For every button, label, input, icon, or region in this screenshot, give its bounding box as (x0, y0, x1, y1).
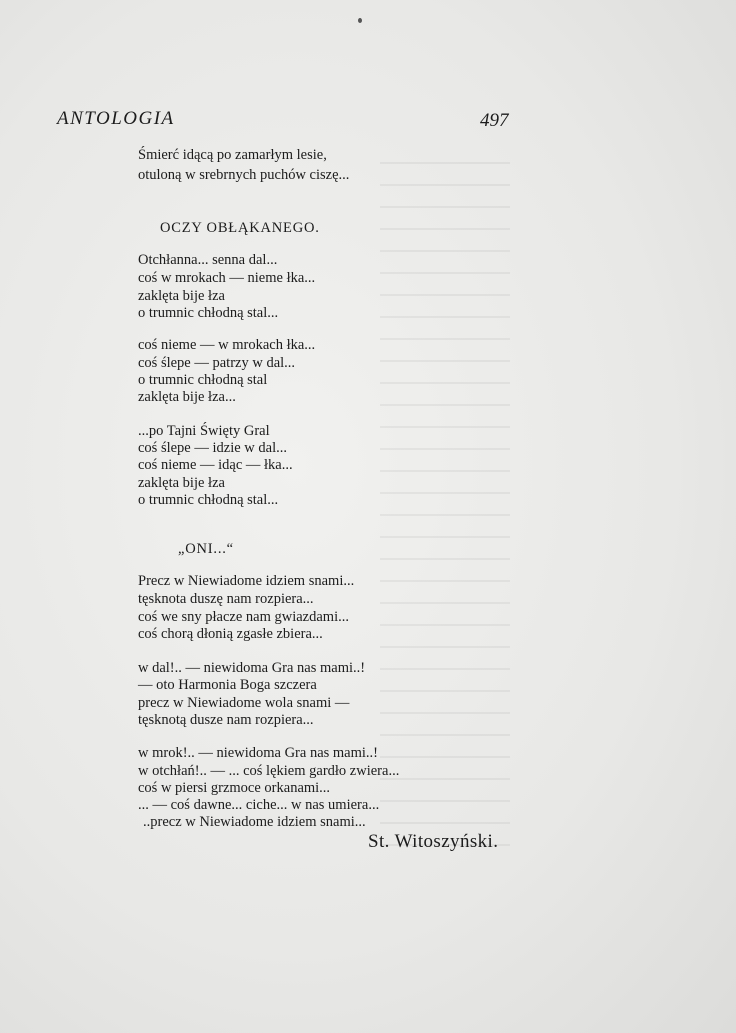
poem-title: „ONI...“ (178, 541, 234, 557)
poem-line: coś nieme — idąc — łka... (138, 457, 293, 473)
poem-line: coś nieme — w mrokach łka... (138, 337, 316, 353)
poem-line: w dal!.. — niewidoma Gra nas mami..! (138, 660, 366, 676)
print-speck (358, 18, 362, 23)
poem-line: — oto Harmonia Boga szczera (138, 677, 317, 693)
poem-line: ..precz w Niewiadome idziem snami... (143, 814, 366, 830)
poem-line: Precz w Niewiadome idziem snami... (138, 573, 355, 589)
poem-title: OCZY OBŁĄKANEGO. (160, 220, 320, 236)
running-head: ANTOLOGIA (57, 108, 175, 129)
poem-line: coś we sny płacze nam gwiazdami... (138, 609, 349, 625)
poem-line: otuloną w srebrnych puchów ciszę... (138, 167, 350, 183)
poem-line: zaklęta bije łza... (138, 389, 236, 405)
show-through-texture (380, 150, 510, 850)
poem-line: ... — coś dawne... ciche... w nas umiera... (138, 797, 380, 813)
poem-line: precz w Niewiadome wola snami — (138, 695, 350, 711)
poem-line: Otchłanna... senna dal... (138, 252, 278, 268)
poem-line: ...po Tajni Święty Gral (138, 423, 270, 439)
author-signature: St. Witoszyński. (368, 831, 499, 852)
page-number: 497 (480, 110, 509, 131)
poem-line: coś ślepe — idzie w dal... (138, 440, 287, 456)
poem-line: o trumnic chłodną stal... (138, 492, 279, 508)
poem-line: tęsknotą dusze nam rozpiera... (138, 712, 314, 728)
poem-line: zaklęta bije łza (138, 475, 225, 491)
poem-line: o trumnic chłodną stal (138, 372, 268, 388)
poem-line: coś chorą dłonią zgasłe zbiera... (138, 626, 323, 642)
poem-line: w otchłań!.. — ... coś lękiem gardło zwiera... (138, 763, 400, 779)
poem-line: coś w mrokach — nieme łka... (138, 270, 316, 286)
poem-line: tęsknota duszę nam rozpiera... (138, 591, 314, 607)
poem-line: w mrok!.. — niewidoma Gra nas mami..! (138, 745, 379, 761)
poem-line: o trumnic chłodną stal... (138, 305, 279, 321)
poem-line: Śmierć idącą po zamarłym lesie, (138, 147, 327, 163)
poem-line: coś ślepe — patrzy w dal... (138, 355, 296, 371)
poem-line: zaklęta bije łza (138, 288, 225, 304)
poem-line: coś w piersi grzmoce orkanami... (138, 780, 331, 796)
